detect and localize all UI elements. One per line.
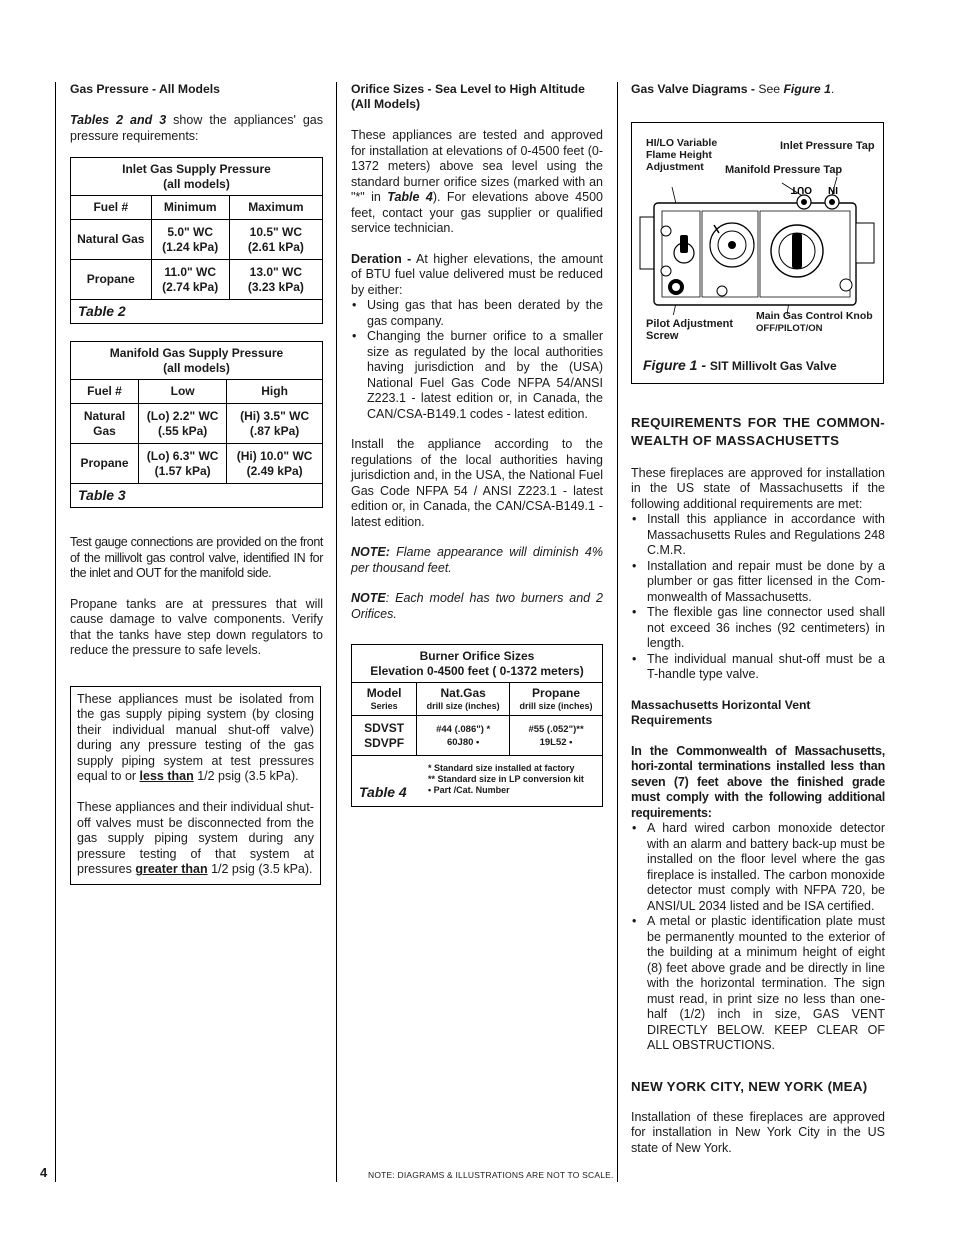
orifice-paragraph: These appliances are tested and approved for installation at elevations of 0-4500 feet (0-1372 meters) above sea level using the standard burner orifice sizes (marked with an "*" in Table 4). For elevations above 4500 feet, contact your gas supplier or qualified service technician.	[351, 128, 603, 235]
gas-valve-illustration	[632, 175, 885, 315]
column-1	[70, 82, 323, 885]
table-4-orifice-sizes	[351, 644, 603, 807]
table-row: Natural Gas 5.0" WC (1.24 kPa) 10.5" WC (2.61 kPa)	[71, 220, 323, 260]
valve-diagram-heading: Gas Valve Diagrams - See Figure 1.	[631, 82, 835, 96]
page-number: 4	[40, 1165, 48, 1180]
deration-paragraph: Deration - At higher elevations, the amount of BTU fuel value delivered must be reduced by either:	[351, 251, 604, 297]
gas-pressure-heading: Gas Pressure - All Models	[70, 82, 220, 96]
label-manifold-tap: Manifold Pressure Tap	[725, 163, 843, 176]
list-item: • Install this appliance in accordance with Massachusetts Rules and Regulations 248 C.M.R.	[631, 512, 885, 559]
massachusetts-paragraph: These fireplaces are approved for installation in the US state of Massachusetts if the following additional requirements are met:	[631, 465, 885, 511]
tap-in-label: IN	[828, 183, 838, 195]
column-2	[351, 82, 603, 807]
table-3-title: Manifold Gas Supply Pressure (all models)	[71, 342, 323, 380]
list-item: • A metal or plastic identification plate must be permanently mounted to the exterior of the building at a minimum height of eight (8) feet above grade and be directly in line with the horizontal termination. The sign must read, in print size no less than one-half (1/2) inch in size, GAS VENT DIRECTLY BELOW. KEEP CLEAR OF ALL OBSTRUCTIONS.	[631, 914, 885, 1054]
label-hilo-adjustment: HI/LO Variable Flame Height Adjustment	[646, 136, 718, 173]
figure-1-gas-valve	[631, 122, 884, 384]
table-2-title: Inlet Gas Supply Pressure (all models)	[71, 158, 323, 196]
note-burners: NOTE: Each model has two burners and 2 Orifices.	[351, 591, 603, 621]
table-2-header-row: Fuel # Minimum Maximum	[71, 196, 323, 220]
warning-paragraph-1: These appliances must be isolated from the gas supply piping system (by closing their individual manual shut-off valve) during any pressure testing of the gas supply piping system at test pressures equal to or less than 1/2 psig (3.5 kPa).	[77, 691, 314, 784]
figure-1-caption: Figure 1 - SIT Millivolt Gas Valve	[643, 356, 837, 373]
list-item: • A hard wired carbon monoxide detector with an alarm and battery back-up must be installed on the floor level where the gas fireplace is installed. The carbon monoxide detector must comply with NFPA 720, be ANSI/UL 2034 listed and be ISA certified.	[631, 821, 885, 914]
list-item: • The individual manual shut-off must be a T-handle type valve.	[631, 652, 885, 683]
install-paragraph: Install the appliance according to the regulations of the local authorities having jurisdiction and, in the USA, the National Fuel Gas Code NFPA 54 / ANSI Z223.1 - latest edition or, in Canada, the CAN/CSA-B149.1 - latest edition.	[351, 437, 603, 529]
mass-vent-bold-paragraph: In the Commonwealth of Massachusetts, hori-zontal terminations installed less than seven (7) feet above the finished grade must comply with the following additional requirements:	[631, 743, 885, 820]
label-pilot-adjust: Pilot Adjustment Screw	[646, 317, 733, 342]
table-4-legend: * Standard size installed at factory ** Standard size in LP conversion kit • Part /Cat. Number	[428, 763, 584, 795]
massachusetts-list	[631, 512, 885, 683]
warning-paragraph-2: These appliances and their individual shut-off valves must be disconnected from the gas supply piping system during any pressure testing of that system at pressures greater than 1/2 psig (3.5 kPa).	[77, 800, 314, 877]
column-divider-1	[336, 82, 337, 1182]
tables-intro: Tables 2 and 3 show the appliances' gas pressure requirements:	[70, 113, 323, 143]
table-row: Propane 11.0" WC (2.74 kPa) 13.0" WC (3.23 kPa)	[71, 260, 323, 300]
list-item: • Installation and repair must be done by a plumber or gas fitter licensed in the Com-monwealth of Massachusetts.	[631, 559, 885, 606]
propane-paragraph: Propane tanks are at pressures that will cause damage to valve components. Verify that the tanks have step down regulators to reduce the pressure to safe levels.	[70, 596, 323, 657]
table-row: Propane (Lo) 6.3" WC (1.57 kPa) (Hi) 10.0" WC (2.49 kPa)	[71, 444, 323, 484]
left-margin-rule	[55, 82, 56, 1182]
footer-note: NOTE: DIAGRAMS & ILLUSTRATIONS ARE NOT TO SCALE.	[368, 1170, 614, 1180]
column-divider-2	[617, 82, 618, 1182]
table-2-caption: Table 2	[71, 300, 323, 324]
deration-list	[351, 298, 603, 422]
table-3-caption: Table 3	[71, 484, 323, 508]
table-4-caption: Table 4	[359, 784, 407, 800]
pressure-testing-warning-box	[70, 686, 321, 886]
table-4-title: Burner Orifice Sizes Elevation 0-4500 feet ( 0-1372 meters)	[352, 645, 603, 683]
mass-vent-heading: Massachusetts Horizontal Vent Requirements	[631, 697, 811, 727]
mass-vent-list	[631, 821, 885, 1054]
orifice-heading: Orifice Sizes - Sea Level to High Altitude (All Models)	[351, 82, 585, 111]
label-main-knob: Main Gas Control Knob OFF/PILOT/ON	[756, 309, 873, 334]
list-item: • Changing the burner orifice to a smaller size as regulated by the local authorities having jurisdiction and by the (USA) National Fuel Gas Code NFPA 54/ANSI Z223.1 - latest edition or, in Canada, the CAN/CSA-B149.1 codes - latest edition.	[351, 329, 603, 422]
table-row: Natural Gas (Lo) 2.2" WC (.55 kPa) (Hi) 3.5" WC (.87 kPa)	[71, 404, 323, 444]
nyc-paragraph: Installation of these fireplaces are approved for installation in New York City in the US state of New York.	[631, 1109, 885, 1155]
massachusetts-heading: REQUIREMENTS FOR THE COMMON-WEALTH OF MASSACHUSETTS	[631, 414, 885, 448]
list-item: • Using gas that has been derated by the gas company.	[351, 298, 603, 329]
table-2-inlet-pressure	[70, 157, 323, 324]
table-3-header-row: Fuel # Low High	[71, 380, 323, 404]
nyc-heading: NEW YORK CITY, NEW YORK (MEA)	[631, 1078, 868, 1094]
label-inlet-tap: Inlet Pressure Tap	[780, 139, 875, 152]
note-flame: NOTE: Flame appearance will diminish 4% per thousand feet.	[351, 545, 603, 575]
test-gauge-paragraph: Test gauge connections are provided on the front of the millivolt gas control valve, identified IN for the inlet and OUT for the manifold side.	[70, 535, 323, 580]
table-4-header-row: Model Series Nat.Gas drill size (inches) Propane drill size (inches)	[352, 683, 603, 716]
list-item: • The flexible gas line connector used shall not exceed 36 inches (92 centimeters) in length.	[631, 605, 885, 652]
table-row: SDVST SDVPF #44 (.086") * 60J80 • #55 (.052")** 19L52 •	[352, 716, 603, 756]
column-3	[631, 82, 885, 1171]
tap-out-label: OUT	[790, 183, 812, 195]
table-3-manifold-pressure	[70, 341, 323, 508]
